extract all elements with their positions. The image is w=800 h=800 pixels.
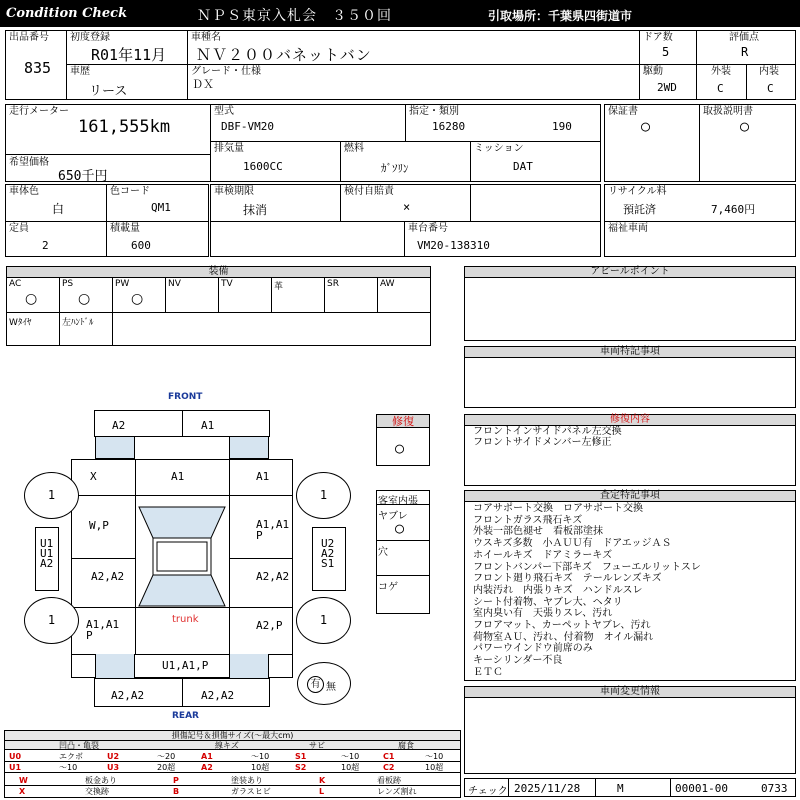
legend-code: U1 [9,763,22,772]
inspection-note-line: コアサポート交換 ロアサポート交換 [473,503,643,514]
legend-mark-code: B [173,787,180,796]
equipment-tv [219,278,272,312]
rear-right-door-damage: A2,A2 [256,570,290,583]
spare-none: 無 [326,682,336,693]
trunk-label: trunk [172,614,199,625]
price-label: 希望価格 [9,157,49,168]
hole-label: 穴 [378,547,388,558]
chassis-cell [404,221,601,257]
repair-detail-line: フロントインサイドパネル左交換 [473,426,622,437]
load-cell [106,221,209,257]
tire-rear-left: 1 [24,597,79,644]
equipment-mark: ○ [131,291,144,307]
legend-scratch-header: 線キズ [215,741,239,750]
inspection-note-line: ウスキズ多数 小ＡＵＵ有 ドアエッジＡＳ [473,538,672,550]
body-color-label: 車体色 [9,186,39,197]
legend-desc: 10超 [341,763,360,772]
designation-cell [405,104,601,142]
capacity-cell [5,221,107,257]
exterior-label: 外装 [711,66,731,77]
rear-label: REAR [172,711,199,721]
insurance-cell [340,184,471,222]
history-label: 車歴 [70,66,90,77]
capacity-label: 定員 [9,223,29,234]
lot-number: 835 [24,59,52,77]
tire-front-right: 1 [296,472,351,519]
equipment-sr [325,278,378,312]
inspection-note-line: フロント廻り飛石キズ テールレンズキズ [473,573,662,585]
repair-label: 修復 [376,414,430,428]
chassis-label: 車台番号 [408,223,448,234]
legend-code: U3 [107,763,120,772]
equipment-w-tire: Wﾀｲﾔ [9,318,32,328]
legend-desc: 10超 [251,763,270,772]
body-color-cell [5,184,107,222]
legend-code: A1 [201,752,213,761]
drive-label: 駆動 [643,66,663,77]
equipment-mark: ○ [78,291,91,307]
doors-label: ドア数 [643,32,673,43]
welfare-cell [604,221,796,257]
legend-code: C1 [383,752,395,761]
change-info-title: 車両変更情報 [464,686,796,698]
designation-number: 16280 [432,120,466,133]
equipment-title: 装備 [6,266,431,278]
legend-code: A2 [201,763,213,772]
welfare-label: 福祉車両 [608,223,648,234]
manual-label: 取扱説明書 [703,106,753,117]
interior-lining-label: 客室内張 [378,496,418,507]
damage-legend [4,730,461,798]
equipment-table [6,266,431,346]
legend-desc: エクボ [59,752,83,761]
koge-label: コゲ [378,582,398,593]
inspection-note-line: フロントガラス飛石キズ [473,514,583,526]
legend-code: U0 [9,752,22,761]
appeal-title: アピールポイント [464,266,796,278]
displacement-cell [210,141,341,182]
pickup-location: 引取場所：千葉県四街道市 [488,9,633,23]
lot-number-label: 出品番号 [9,32,49,43]
inspection-note-line: キーシリンダー不良 [473,655,563,667]
front-left-door-damage: W,P [89,519,109,532]
left-side-damage: U1 U1 A2 [40,537,54,570]
legend-mark-desc: 板金あり [85,776,117,785]
front-bumper-right-damage: A1 [201,419,215,432]
chassis-number: VM20-138310 [417,239,490,252]
grade: ＤＸ [192,78,214,91]
inspection-note-line: フロアマット、カーペットヤブレ、汚れ [473,620,651,632]
repair-detail-line: フロントサイドメンバー左修正 [473,437,612,448]
footer-bar [464,778,796,797]
inspection-note-line: ＥＴＣ [473,666,503,678]
mission: DAT [513,160,533,173]
hood-damage: A1 [171,470,185,483]
interior-label: 内装 [759,66,779,77]
inspection-expiry: 抹消 [243,203,268,217]
lot-number-cell [5,30,67,100]
inspection-note-line: 外装一部色褪せ 看板部塗抹 [473,526,603,538]
legend-code: C2 [383,763,395,772]
drive-cell [639,64,697,100]
legend-mark-desc: レンズ割れ [377,787,417,796]
equipment-ps [60,278,113,312]
legend-desc: 20超 [157,763,176,772]
doors: 5 [662,45,670,59]
recycle-fee: 7,460円 [711,203,756,216]
category-number: 190 [552,120,572,133]
displacement: 1600CC [243,160,283,173]
inspection-notes-panel [464,490,796,681]
equipment-label: SR [327,279,339,289]
exterior-grade: C [717,82,724,95]
score: R [741,45,749,59]
recycle-status: 預託済 [623,203,656,216]
odometer-cell [5,104,211,182]
fuel-cell [340,141,471,182]
change-info-panel [464,686,796,774]
warranty-cell [604,104,700,182]
rear-panel-damage: U1,A1,P [162,659,209,672]
color-code-cell [106,184,209,222]
exterior-cell [696,64,747,100]
repair-details-title: 修復内容 [464,414,796,426]
body-color: 白 [52,202,65,216]
legend-desc: 〜10 [251,752,270,761]
equipment-label: NV [168,279,181,289]
vehicle-notes-panel [464,346,796,408]
equipment-label: PW [115,279,130,289]
equipment-label: 革 [274,282,284,292]
legend-mark-code: K [319,776,326,785]
rear-bumper-left-damage: A2,A2 [111,689,145,702]
fuel: ｶﾞｿﾘﾝ [381,162,409,175]
first-registration: R01年11月 [91,46,167,64]
interior-lining-box [376,490,430,614]
first-registration-label: 初度登録 [70,32,110,43]
load-label: 積載量 [110,223,140,234]
equipment-mark: ○ [25,291,38,307]
interior-grade: C [767,82,774,95]
inspection-note-line: フロントバンパー下部キズ フューエルリットスレ [473,561,701,573]
recycle-cell [604,184,796,222]
grade-label: グレード・仕様 [191,66,261,77]
equipment-label: AW [380,279,395,289]
legend-mark-desc: 塗装あり [231,776,263,785]
odometer-label: 走行メーター [9,106,69,117]
desired-price: 650千円 [58,169,108,184]
equipment-aw [378,278,431,312]
legend-rust-header: サビ [309,741,325,750]
footer-code-2: 0733 [761,782,788,795]
legend-mark-code: P [173,776,179,785]
legend-mark-desc: 交換跡 [85,787,109,796]
model: DBF-VM20 [221,120,274,133]
check-label: チェック [468,786,508,797]
model-cell [210,104,406,142]
rear-bumper-right-damage: A2,A2 [201,689,235,702]
first-registration-cell [66,30,188,65]
grade-cell [187,64,640,100]
legend-code: U2 [107,752,120,761]
legend-title: 損傷記号＆損傷サイズ(〜最大cm) [5,731,460,740]
equipment-left-handle: 左ﾊﾝﾄﾞﾙ [62,318,94,328]
load-capacity: 600 [131,239,151,252]
blank-cell-2 [210,221,405,257]
history: リース [89,84,128,99]
insurance-label: 検付自賠責 [344,186,394,197]
repair-box [376,414,430,466]
yabure-mark: ○ [395,519,405,537]
inspection-cell [210,184,341,222]
equipment-label: PS [62,279,74,289]
model-label: 型式 [214,106,234,117]
legend-row [5,751,460,762]
legend-mark-code: W [19,776,28,785]
appeal-panel [464,266,796,341]
capacity: 2 [42,239,49,252]
mission-label: ミッション [474,143,524,154]
equipment-ac [7,278,60,312]
tire-rear-right: 1 [296,597,351,644]
tire-front-left: 1 [24,472,79,519]
check-date: 2025/11/28 [514,782,581,795]
score-cell [696,30,796,65]
warranty-label: 保証書 [608,106,638,117]
footer-code-1: 00001-00 [675,782,728,795]
repair-mark: ○ [395,439,405,457]
fender-right-damage: A1 [256,470,270,483]
header-bar [0,0,800,27]
manual-cell [699,104,796,182]
odometer: 161,555km [78,117,171,137]
designation-label: 指定・類別 [409,106,459,117]
legend-dent-header: 凹凸・亀裂 [59,741,99,750]
auction-name: ＮＰＳ東京入札会 ３５０回 [197,8,392,24]
legend-corrosion-header: 腐食 [398,741,414,750]
inspection-note-line: シート付着物、ヤブレ大、ヘタリ [473,596,623,608]
inspection-note-line: 内装汚れ 内張りキズ ハンドルスレ [473,584,643,596]
displacement-label: 排気量 [214,143,244,154]
insurance-mark: × [403,200,411,214]
doors-cell [639,30,697,65]
legend-mark-code: X [19,787,26,796]
vehicle-notes-title: 車両特記事項 [464,346,796,358]
score-label: 評価点 [729,32,759,43]
recycle-label: リサイクル料 [608,186,667,197]
blank-cell [470,184,601,222]
inspection-note-line: 荷物室ＡＵ、汚れ、付着物 オイル漏れ [473,631,654,643]
front-right-door-damage: A1,A1 P [256,518,290,542]
hood-left-damage: X [90,470,97,483]
color-code-label: 色コード [110,186,150,197]
legend-code: S2 [295,763,307,772]
legend-mark-row [5,775,460,786]
drive: 2WD [657,81,677,94]
legend-desc: 〜20 [157,752,176,761]
legend-row [5,762,460,773]
front-label: FRONT [168,392,203,402]
legend-desc: 10超 [425,763,444,772]
legend-desc: 〜10 [59,763,78,772]
legend-mark-code: L [319,787,325,796]
inspection-note-line: ホイールキズ ドアミラーキズ [473,549,613,561]
rear-right-quarter-damage: A2,P [256,619,283,632]
right-side-damage: U2 A2 S1 [321,537,335,570]
equipment-pw [113,278,166,312]
car-name-cell [187,30,640,65]
inspection-note-line: 室内臭い有 天張りスレ、汚れ [473,608,613,620]
legend-desc: 〜10 [341,752,360,761]
repair-details-panel [464,414,796,486]
inspection-notes-title: 査定特記事項 [464,490,796,502]
legend-mark-desc: 看板跡 [377,776,401,785]
cabin-windows [135,495,230,608]
inspector: M [617,782,624,795]
legend-mark-row [5,786,460,797]
color-code: QM1 [151,201,171,214]
fuel-label: 燃料 [344,143,364,154]
interior-cell [746,64,796,100]
front-bumper-left-damage: A2 [112,419,126,432]
mission-cell [470,141,601,182]
equipment-label: TV [221,279,233,289]
legend-code: S1 [295,752,307,761]
equipment-革 [272,278,325,312]
inspection-note-line: パワーウインドウ前席のみ [473,643,593,655]
history-cell [66,64,188,100]
inspection-label: 車検期限 [214,186,254,197]
equipment-nv [166,278,219,312]
spare-tire [297,662,351,705]
yabure-label: ヤブレ [378,511,408,522]
manual-mark: ○ [740,117,750,135]
rear-left-quarter-damage: A1,A1 P [86,618,120,642]
warranty-mark: ○ [641,117,651,135]
rear-left-door-damage: A2,A2 [91,570,125,583]
legend-mark-desc: ガラスヒビ [231,787,271,796]
equipment-label: AC [9,279,22,289]
spare-have: 有 [307,676,324,693]
car-name: ＮＶ２００バネットバン [196,46,372,64]
car-name-label: 車種名 [191,32,221,43]
legend-desc: 〜10 [425,752,444,761]
sheet-title: Condition Check [6,6,128,21]
